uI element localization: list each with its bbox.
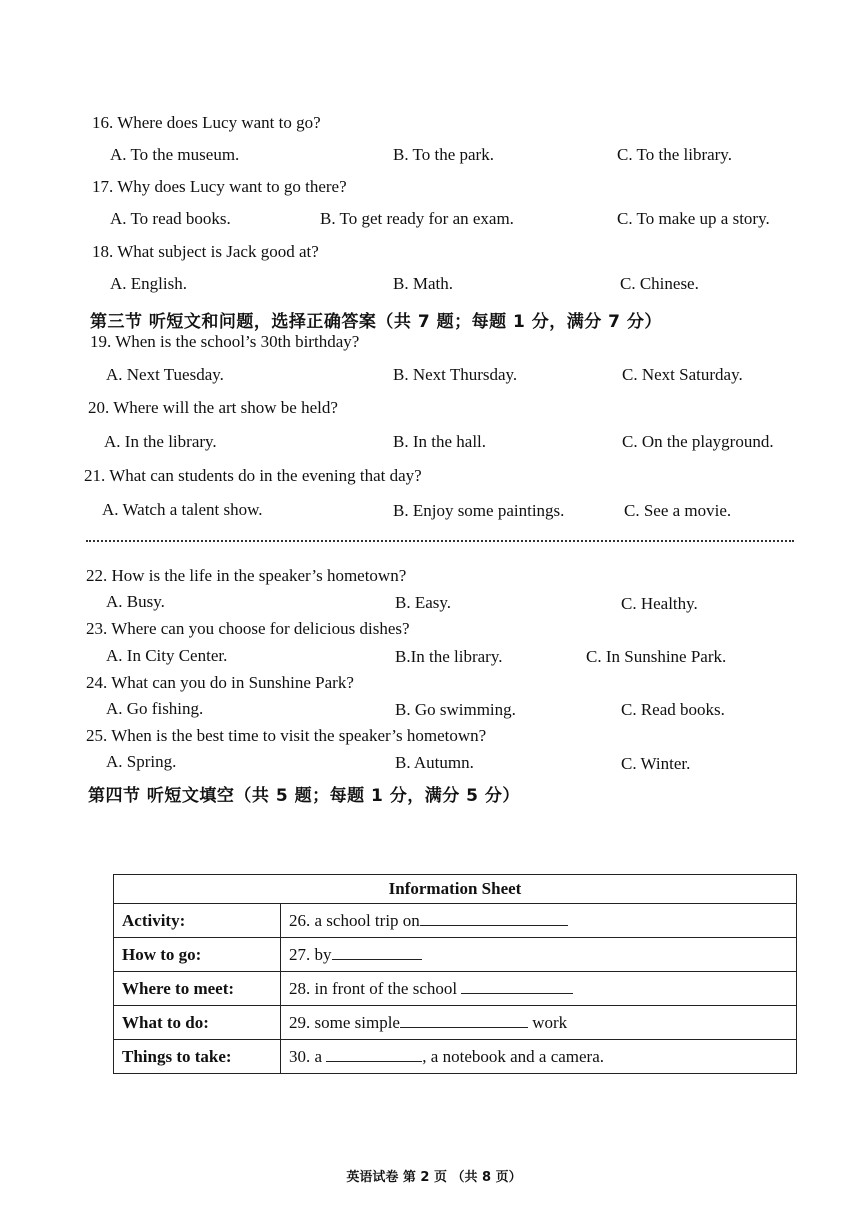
sheet-label: What to do: [114, 1006, 281, 1040]
option-22c: C. Healthy. [621, 594, 698, 613]
question-18: 18. What subject is Jack good at? [92, 242, 319, 261]
option-25c: C. Winter. [621, 754, 691, 773]
option-21b: B. Enjoy some paintings. [393, 501, 565, 520]
sheet-row [114, 1006, 797, 1040]
option-22b: B. Easy. [395, 593, 452, 612]
sheet-row [114, 1040, 797, 1074]
option-23b: B.In the library. [395, 647, 503, 666]
question-19: 19. When is the school’s 30th birthday? [90, 332, 360, 351]
question-17: 17. Why does Lucy want to go there? [92, 177, 347, 196]
option-17a: A. To read books. [110, 209, 231, 228]
option-18b: B. Math. [393, 274, 453, 293]
information-sheet [113, 874, 797, 1074]
option-24a: A. Go fishing. [106, 699, 204, 718]
option-18c: C. Chinese. [620, 274, 699, 293]
sheet-text: 26. a school trip on [289, 910, 420, 930]
option-24c: C. Read books. [621, 700, 725, 719]
sheet-row [114, 904, 797, 938]
section-4-heading: 第四节 听短文填空（共 5 题；每题 1 分，满分 5 分） [88, 786, 520, 806]
answer-blank-30[interactable] [326, 1047, 422, 1062]
sheet-text: 27. by [289, 944, 332, 964]
sheet-text: 29. some simple [289, 1012, 400, 1032]
sheet-after: work [532, 1012, 568, 1032]
page-footer: 英语试卷 第 2 页 （共 8 页） [346, 1170, 522, 1185]
sheet-after: , a notebook and a camera. [422, 1046, 605, 1066]
option-18a: A. English. [110, 274, 187, 293]
sheet-label: Things to take: [114, 1040, 281, 1074]
option-20a: A. In the library. [104, 432, 217, 451]
option-16b: B. To the park. [393, 145, 494, 164]
question-23: 23. Where can you choose for delicious dishes? [86, 619, 410, 638]
sheet-label: Where to meet: [114, 972, 281, 1006]
sheet-text: 30. a [289, 1046, 323, 1066]
question-21: 21. What can students do in the evening that day? [84, 466, 422, 485]
option-25b: B. Autumn. [395, 753, 474, 772]
option-17b: B. To get ready for an exam. [320, 209, 514, 228]
question-16: 16. Where does Lucy want to go? [92, 113, 321, 132]
option-25a: A. Spring. [106, 752, 177, 771]
answer-blank-26[interactable] [420, 911, 568, 926]
answer-blank-29[interactable] [400, 1013, 528, 1028]
sheet-row [114, 938, 797, 972]
dotted-separator [86, 540, 794, 542]
option-22a: A. Busy. [106, 592, 165, 611]
sheet-title: Information Sheet [114, 875, 797, 904]
sheet-label: How to go: [114, 938, 281, 972]
question-22: 22. How is the life in the speaker’s hometown? [86, 566, 407, 585]
sheet-cell [281, 904, 797, 938]
question-25: 25. When is the best time to visit the speaker’s hometown? [86, 726, 487, 745]
sheet-cell [281, 1006, 797, 1040]
option-23a: A. In City Center. [106, 646, 228, 665]
option-17c: C. To make up a story. [617, 209, 770, 228]
sheet-cell [281, 938, 797, 972]
option-21a: A. Watch a talent show. [102, 500, 263, 519]
sheet-row [114, 972, 797, 1006]
section-3-heading: 第三节 听短文和问题，选择正确答案（共 7 题；每题 1 分，满分 7 分） [90, 312, 662, 332]
answer-blank-27[interactable] [332, 945, 422, 960]
sheet-cell [281, 1040, 797, 1074]
sheet-text: 28. in front of the school [289, 978, 458, 998]
option-20b: B. In the hall. [393, 432, 487, 451]
option-19c: C. Next Saturday. [622, 365, 743, 384]
option-21c: C. See a movie. [624, 501, 732, 520]
option-23c: C. In Sunshine Park. [586, 647, 727, 666]
option-20c: C. On the playground. [622, 432, 774, 451]
option-16a: A. To the museum. [110, 145, 240, 164]
sheet-cell [281, 972, 797, 1006]
option-19a: A. Next Tuesday. [106, 365, 224, 384]
question-20: 20. Where will the art show be held? [88, 398, 338, 417]
option-16c: C. To the library. [617, 145, 732, 164]
sheet-label: Activity: [114, 904, 281, 938]
option-19b: B. Next Thursday. [393, 365, 518, 384]
option-24b: B. Go swimming. [395, 700, 516, 719]
question-24: 24. What can you do in Sunshine Park? [86, 673, 354, 692]
answer-blank-28[interactable] [461, 979, 573, 994]
